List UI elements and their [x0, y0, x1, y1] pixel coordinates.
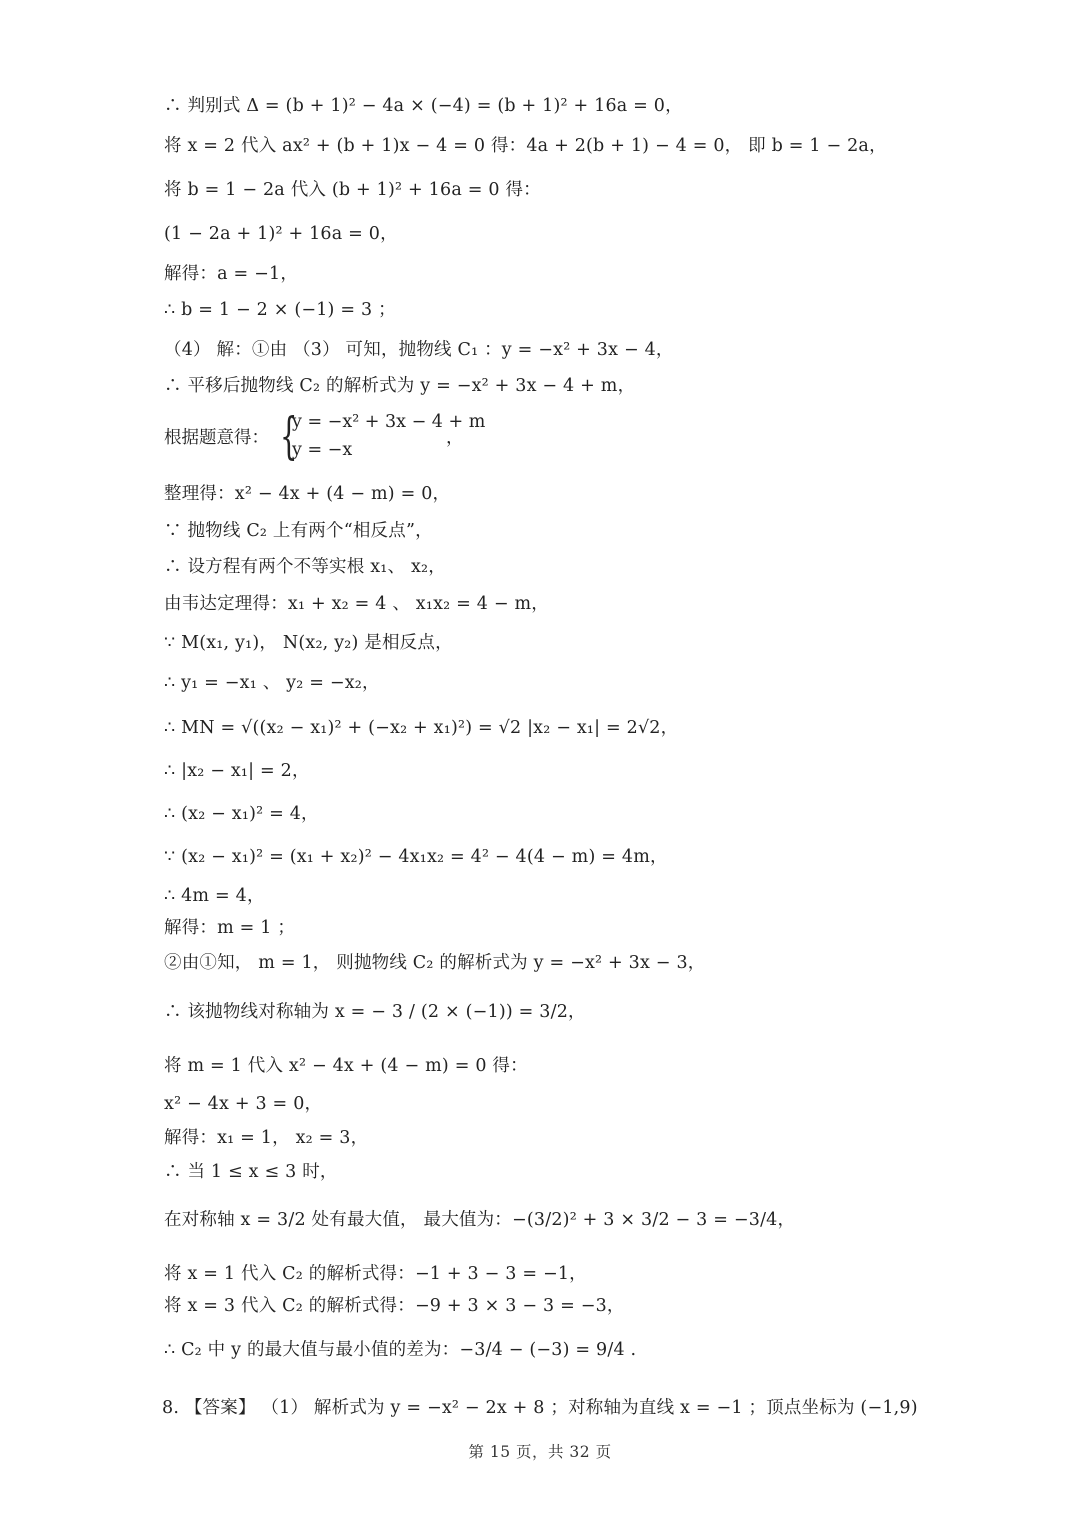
- text-line: 将 x = 2 代入 ax² + (b + 1)x − 4 = 0 得：4a + 2(b + 1) − 4 = 0， 即 b = 1 − 2a，: [164, 136, 887, 156]
- text-line: ②由①知， m = 1， 则抛物线 C₂ 的解析式为 y = −x² + 3x − 3，: [164, 953, 706, 973]
- text-line: 由韦达定理得：x₁ + x₂ = 4 、 x₁x₂ = 4 − m，: [164, 594, 549, 614]
- text-line: 将 m = 1 代入 x² − 4x + (4 − m) = 0 得：: [164, 1056, 528, 1076]
- system-tail: ，: [446, 428, 464, 448]
- text-line: 在对称轴 x = 3/2 处有最大值， 最大值为：−(3/2)² + 3 × 3/2 − 3 = −3/4，: [164, 1210, 796, 1230]
- text-line: ∴ |x₂ − x₁| = 2，: [164, 761, 310, 781]
- text-line: ∴ (x₂ − x₁)² = 4，: [164, 804, 319, 824]
- text-line: 将 x = 1 代入 C₂ 的解析式得：−1 + 3 − 3 = −1，: [164, 1264, 587, 1284]
- text-line: 将 x = 3 代入 C₂ 的解析式得：−9 + 3 × 3 − 3 = −3，: [164, 1296, 625, 1316]
- system-equation-1: y = −x² + 3x − 4 + m: [292, 412, 486, 432]
- text-line: 整理得：x² − 4x + (4 − m) = 0，: [164, 484, 451, 504]
- text-line: ∴ C₂ 中 y 的最大值与最小值的差为：−3/4 − (−3) = 9/4 .: [164, 1340, 637, 1360]
- text-line: 将 b = 1 − 2a 代入 (b + 1)² + 16a = 0 得：: [164, 180, 541, 200]
- answer-line: 8. 【答案】 （1） 解析式为 y = −x² − 2x + 8 ；对称轴为直线 x = −1 ；顶点坐标为 (−1,9): [162, 1398, 918, 1418]
- text-line: ∴ y₁ = −x₁ 、 y₂ = −x₂，: [164, 673, 380, 693]
- text-line: ∵ M(x₁, y₁)， N(x₂, y₂) 是相反点，: [164, 633, 453, 653]
- text-line: ∵ 抛物线 C₂ 上有两个“相反点”，: [164, 521, 433, 541]
- text-line: ∴ MN = √((x₂ − x₁)² + (−x₂ + x₁)²) = √2 |x₂ − x₁| = 2√2，: [164, 718, 679, 738]
- text-line: 解得：m = 1 ；: [164, 918, 296, 938]
- left-brace: {: [280, 407, 298, 465]
- text-line: ∴ 4m = 4，: [164, 886, 265, 906]
- text-line: ∴ 当 1 ≤ x ≤ 3 时，: [164, 1162, 338, 1182]
- text-line: x² − 4x + 3 = 0，: [164, 1094, 323, 1114]
- text-line: 解得：x₁ = 1， x₂ = 3，: [164, 1128, 369, 1148]
- text-line: （4） 解：①由 （3） 可知，抛物线 C₁ ：y = −x² + 3x − 4，: [164, 340, 674, 360]
- text-line: ∵ (x₂ − x₁)² = (x₁ + x₂)² − 4x₁x₂ = 4² − 4(4 − m) = 4m，: [164, 847, 668, 867]
- system-equation-2: y = −x: [292, 440, 353, 460]
- text-line: 解得：a = −1，: [164, 264, 299, 284]
- text-line: ∴ b = 1 − 2 × (−1) = 3 ；: [164, 300, 396, 320]
- text-line: (1 − 2a + 1)² + 16a = 0，: [164, 224, 398, 244]
- page-footer: 第 15 页，共 32 页: [468, 1443, 612, 1461]
- text-line: ∴ 该抛物线对称轴为 x = − 3 / (2 × (−1)) = 3/2，: [164, 1002, 586, 1022]
- text-line: ∴ 判别式 Δ = (b + 1)² − 4a × (−4) = (b + 1)² + 16a = 0，: [164, 96, 683, 116]
- text-line: ∴ 设方程有两个不等实根 x₁、 x₂，: [164, 557, 446, 577]
- system-lead: 根据题意得：: [164, 428, 269, 448]
- text-line: ∴ 平移后抛物线 C₂ 的解析式为 y = −x² + 3x − 4 + m，: [164, 376, 636, 396]
